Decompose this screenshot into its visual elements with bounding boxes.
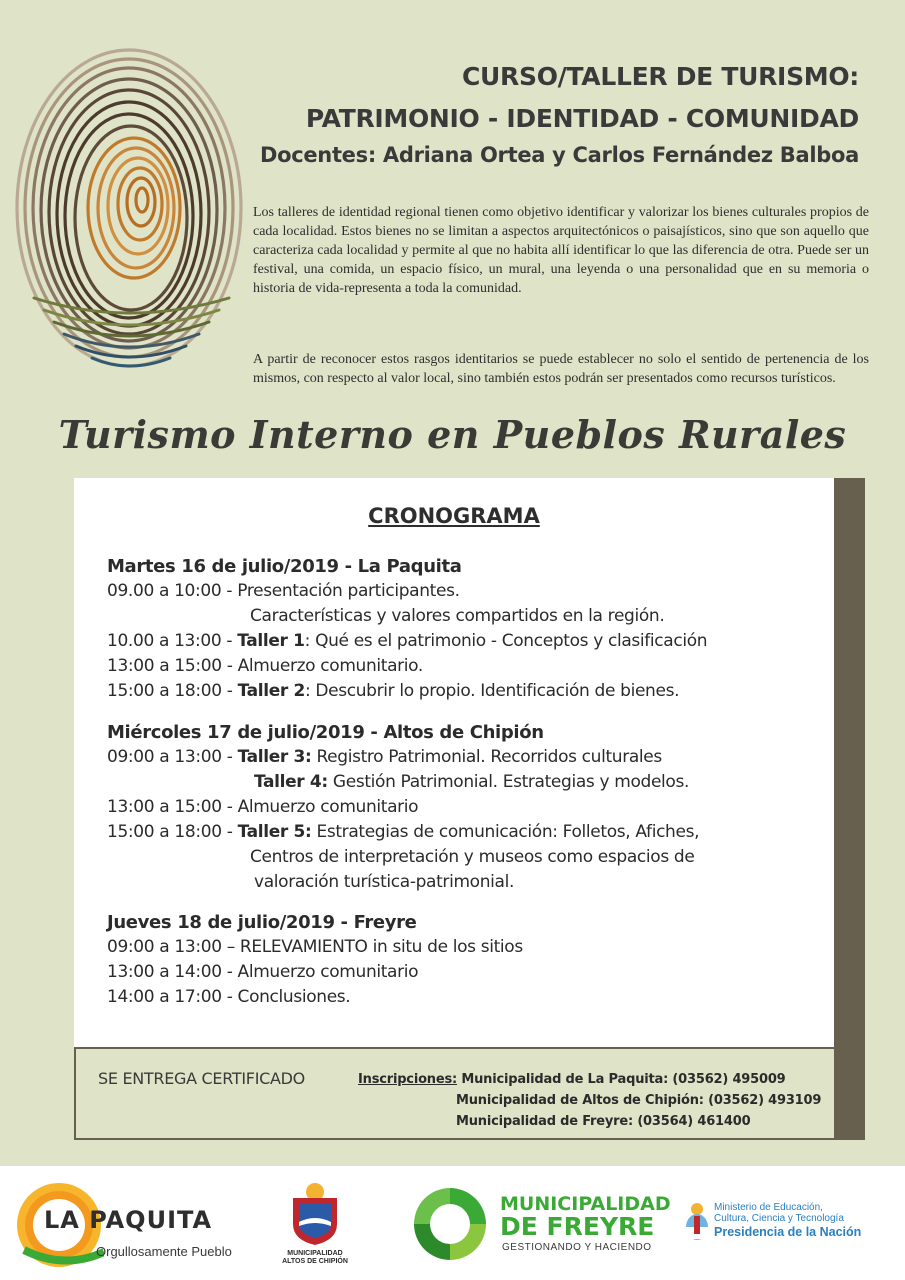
- day-2-block: [107, 720, 827, 895]
- recycle-swirl-icon: [408, 1182, 492, 1266]
- freyre-logo: [408, 1182, 671, 1272]
- freyre-slogan: GESTIONANDO Y HACIENDO: [502, 1242, 652, 1253]
- intro-paragraph-1: Los talleres de identidad regional tienen como objetivo identificar y valorizar los bienes culturales propios de cada localidad. Estos bienes no se limitan a aspectos arquitectónicos o paisajísticos, sino que son aquello que caracteriza cada localidad y permite al que no habita allí identificar lo que las diferencia de otra. Puede ser un festival, una comida, un espacio físico, un mural, una leyenda o una personalidad que en su memoria o historia de vida-representa a toda la comunidad.: [253, 205, 869, 296]
- schedule-row: 13:00 a 15:00 - Almuerzo comunitario.: [107, 656, 423, 676]
- day-2-heading: Miércoles 17 de julio/2019 - Altos de Chipión: [107, 722, 544, 743]
- paquita-name: LA PAQUITA: [44, 1206, 213, 1234]
- la-paquita-logo: [14, 1180, 244, 1270]
- contact-line-3: Municipalidad de Freyre: (03564) 461400: [456, 1114, 751, 1129]
- schedule-row: 13:00 a 14:00 - Almuerzo comunitario: [107, 962, 419, 982]
- schedule-row: 09:00 a 13:00 – RELEVAMIENTO in situ de los sitios: [107, 937, 523, 957]
- intro-paragraph-2: A partir de reconocer estos rasgos identitarios se puede establecer no solo el sentido de pertenencia de los mismos, con respecto al valor local, sino también estos podrán ser presentados como recursos turísticos.: [253, 352, 869, 386]
- schedule-row: 15:00 a 18:00 - Taller 5: Estrategias de comunicación: Folletos, Afiches,: [107, 822, 700, 842]
- day-3-heading: Jueves 18 de julio/2019 - Freyre: [107, 912, 417, 933]
- schedule-row: 13:00 a 15:00 - Almuerzo comunitario: [107, 797, 419, 817]
- schedule-row-continuation: Características y valores compartidos en la región.: [250, 606, 665, 626]
- freyre-line-2: DE FREYRE: [500, 1212, 655, 1241]
- title-line-2: PATRIMONIO - IDENTIDAD - COMUNIDAD: [305, 104, 859, 133]
- certificate-note: SE ENTREGA CERTIFICADO: [98, 1069, 305, 1088]
- freyre-line-1: MUNICIPALIDAD: [500, 1193, 671, 1215]
- paquita-slogan: Orgullosamente Pueblo: [96, 1244, 232, 1259]
- logos-footer: [0, 1166, 905, 1280]
- teachers-line: Docentes: Adriana Ortea y Carlos Fernández Balboa: [259, 143, 859, 167]
- altos-caption: MUNICIPALIDAD ALTOS DE CHIPIÓN: [282, 1250, 348, 1265]
- title-line-1: CURSO/TALLER DE TURISMO:: [461, 62, 859, 91]
- schedule-row-continuation: Taller 4: Gestión Patrimonial. Estrategias y modelos.: [254, 772, 690, 792]
- ministry-line-1: Ministerio de Educación,: [714, 1202, 823, 1213]
- inscriptions-label: Inscripciones:: [358, 1072, 458, 1087]
- national-emblem-icon: [684, 1202, 710, 1242]
- fingerprint-illustration: [14, 48, 244, 378]
- day-3-block: [107, 910, 827, 1010]
- schedule-row: 14:00 a 17:00 - Conclusiones.: [107, 987, 351, 1007]
- schedule-row: 09.00 a 10:00 - Presentación participantes.: [107, 581, 460, 601]
- contact-line-2: Municipalidad de Altos de Chipión: (03562) 493109: [456, 1093, 822, 1108]
- schedule-row-continuation: valoración turística-patrimonial.: [254, 872, 514, 892]
- tagline: Turismo Interno en Pueblos Rurales: [58, 412, 847, 457]
- ministry-line-2: Cultura, Ciencia y Tecnología: [714, 1213, 844, 1224]
- schedule-row-continuation: Centros de interpretación y museos como espacios de: [250, 847, 695, 867]
- ministry-logo: [684, 1200, 894, 1250]
- schedule-row: 15:00 a 18:00 - Taller 2: Descubrir lo propio. Identificación de bienes.: [107, 681, 680, 701]
- day-1-block: [107, 554, 827, 704]
- coat-of-arms-icon: [285, 1182, 345, 1246]
- card-accent-bar: [834, 478, 865, 1140]
- header: [260, 56, 859, 170]
- inscriptions: [358, 1069, 821, 1132]
- schedule-row: 10.00 a 13:00 - Taller 1: Qué es el patrimonio - Conceptos y clasificación: [107, 631, 708, 651]
- info-box: [74, 1047, 834, 1140]
- altos-de-chipion-logo: [270, 1180, 360, 1270]
- schedule-card: [74, 478, 834, 1048]
- contact-line-1: Municipalidad de La Paquita: (03562) 495009: [461, 1072, 786, 1087]
- ministry-line-3: Presidencia de la Nación: [714, 1225, 862, 1239]
- day-1-heading: Martes 16 de julio/2019 - La Paquita: [107, 556, 462, 577]
- schedule-title: CRONOGRAMA: [368, 504, 540, 528]
- schedule-row: 09:00 a 13:00 - Taller 3: Registro Patrimonial. Recorridos culturales: [107, 747, 662, 767]
